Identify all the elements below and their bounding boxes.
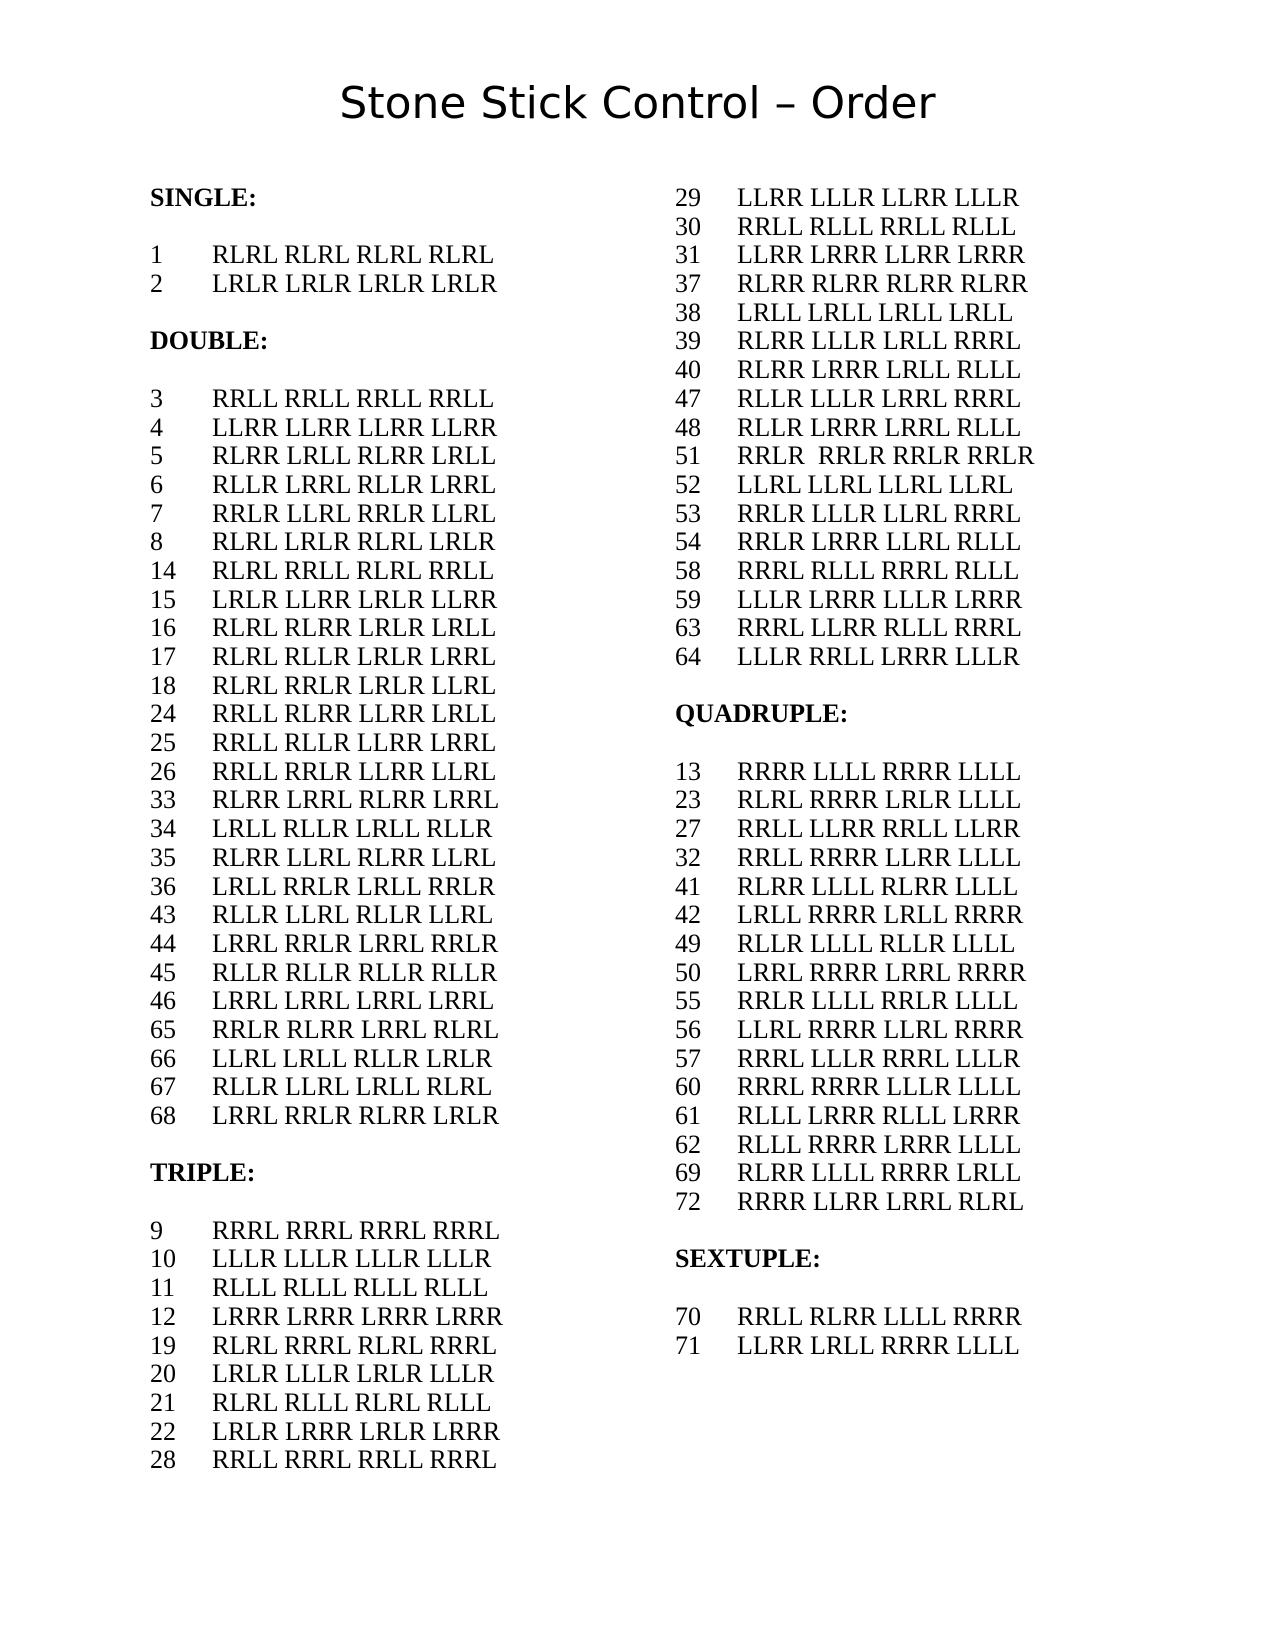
exercise-number: 33 xyxy=(150,785,176,815)
sticking-pattern: RRRL RRRL RRRL RRRL xyxy=(212,1215,501,1245)
sticking-pattern: RLRL RRLR LRLR LLRL xyxy=(212,670,497,700)
sticking-pattern: LLRR LLRR LLRR LLRR xyxy=(212,412,498,442)
sticking-row xyxy=(675,414,1155,443)
sticking-pattern: RLRL RRRR LRLR LLLL xyxy=(737,785,1022,815)
sticking-row xyxy=(150,586,630,615)
exercise-number: 17 xyxy=(150,642,176,671)
sticking-row xyxy=(675,385,1155,414)
sticking-pattern: RLLL RRRR LRRR LLLL xyxy=(737,1129,1022,1159)
sticking-row xyxy=(150,1073,630,1102)
sticking-row xyxy=(150,901,630,930)
sticking-row xyxy=(675,1159,1155,1188)
sticking-pattern: RLRL RLRL RLRL RLRL xyxy=(212,240,495,270)
sticking-row xyxy=(150,1332,630,1361)
sticking-row xyxy=(150,815,630,844)
sticking-pattern: RLLR LRRR LRRL RLLL xyxy=(737,412,1022,442)
exercise-number: 44 xyxy=(150,928,176,958)
sticking-pattern: LLRR LRRR LLRR LRRR xyxy=(737,240,1026,270)
exercise-number: 50 xyxy=(675,957,701,987)
sticking-pattern: LRLR LLRR LRLR LLRR xyxy=(212,584,498,614)
section-single xyxy=(150,184,630,299)
sticking-pattern: RRLL RLLL RRLL RLLL xyxy=(737,211,1017,241)
sticking-row xyxy=(150,500,630,529)
right-column xyxy=(675,184,1155,1360)
exercise-number: 68 xyxy=(150,1101,176,1130)
sticking-row xyxy=(150,959,630,988)
section-heading: SEXTUPLE: xyxy=(675,1244,821,1274)
exercise-number: 38 xyxy=(675,297,701,327)
sticking-pattern: RRRR LLRR LRRL RLRL xyxy=(737,1187,1025,1217)
sticking-row xyxy=(150,930,630,959)
sticking-row xyxy=(675,959,1155,988)
section-gap xyxy=(150,1131,630,1160)
sticking-pattern: RLLR LLLR LRRL RRRL xyxy=(737,383,1022,413)
exercise-number: 36 xyxy=(150,871,176,901)
sticking-pattern: RRLR LLRL RRLR LLRL xyxy=(212,498,497,528)
sticking-row xyxy=(675,873,1155,902)
exercise-number: 60 xyxy=(675,1072,701,1102)
exercise-number: 35 xyxy=(150,842,176,872)
sticking-row xyxy=(150,414,630,443)
exercise-number: 9 xyxy=(150,1215,163,1245)
exercise-number: 43 xyxy=(150,900,176,930)
sticking-pattern: RRLL RLRR LLLL RRRR xyxy=(737,1301,1022,1331)
sticking-row xyxy=(150,786,630,815)
sticking-pattern: RLRR LRRR LRLL RLLL xyxy=(737,355,1022,385)
sticking-pattern: LLLR RRLL LRRR LLLR xyxy=(737,642,1020,671)
sticking-pattern: RRLL RRLL RRLL RRLL xyxy=(212,383,495,413)
sticking-pattern: RLRL RLLR LRLR LRRL xyxy=(212,642,497,671)
sticking-pattern: LRLR LRRR LRLR LRRR xyxy=(212,1416,501,1446)
exercise-number: 20 xyxy=(150,1359,176,1389)
sticking-pattern: RLRR LRLL RLRR LRLL xyxy=(212,441,497,471)
exercise-number: 32 xyxy=(675,842,701,872)
sticking-pattern: RRRL RRRR LLLR LLLL xyxy=(737,1072,1022,1102)
sticking-pattern: RLRR LLLL RLRR LLLL xyxy=(737,871,1019,901)
sticking-pattern: RRRL LLLR RRRL LLLR xyxy=(737,1043,1021,1073)
sticking-pattern: RRLR LRRR LLRL RLLL xyxy=(737,527,1022,557)
exercise-number: 15 xyxy=(150,584,176,614)
sticking-row xyxy=(150,270,630,299)
exercise-number: 34 xyxy=(150,814,176,844)
exercise-number: 29 xyxy=(675,183,701,212)
exercise-number: 53 xyxy=(675,498,701,528)
sticking-row xyxy=(675,184,1155,213)
exercise-number: 13 xyxy=(675,756,701,786)
sticking-pattern: RRLR LLLR LLRL RRRL xyxy=(737,498,1022,528)
exercise-number: 5 xyxy=(150,441,163,471)
sticking-pattern: RRLL RRLR LLRR LLRL xyxy=(212,756,497,786)
sticking-pattern: LRRL RRLR RLRR LRLR xyxy=(212,1101,500,1130)
sticking-pattern: RRRL LLRR RLLL RRRL xyxy=(737,613,1022,643)
sticking-pattern: LRRL RRLR LRRL RRLR xyxy=(212,928,499,958)
sticking-row xyxy=(675,815,1155,844)
sticking-pattern: RLRL RRLL RLRL RRLL xyxy=(212,555,495,585)
sticking-pattern: RRRL RLLL RRRL RLLL xyxy=(737,555,1020,585)
sticking-row xyxy=(675,844,1155,873)
sticking-row xyxy=(675,327,1155,356)
sticking-pattern: RRLL RLLR LLRR LRRL xyxy=(212,728,497,758)
exercise-number: 18 xyxy=(150,670,176,700)
exercise-number: 16 xyxy=(150,613,176,643)
sticking-row xyxy=(150,1274,630,1303)
sticking-pattern: LRRR LRRR LRRR LRRR xyxy=(212,1301,504,1331)
exercise-number: 40 xyxy=(675,355,701,385)
exercise-number: 58 xyxy=(675,555,701,585)
sticking-pattern: RLRR RLRR RLRR RLRR xyxy=(737,269,1029,299)
exercise-number: 62 xyxy=(675,1129,701,1159)
sticking-row xyxy=(150,1303,630,1332)
section-heading: QUADRUPLE: xyxy=(675,699,849,729)
sticking-row xyxy=(150,471,630,500)
sticking-pattern: LRLL LRLL LRLL LRLL xyxy=(737,297,1014,327)
exercise-number: 1 xyxy=(150,240,163,270)
sticking-row xyxy=(150,1045,630,1074)
exercise-number: 28 xyxy=(150,1445,176,1475)
sticking-row xyxy=(150,442,630,471)
exercise-number: 70 xyxy=(675,1301,701,1331)
sticking-pattern: RLRR LLLR LRLL RRRL xyxy=(737,326,1022,356)
section-heading: SINGLE: xyxy=(150,183,257,212)
exercise-number: 54 xyxy=(675,527,701,557)
exercise-number: 67 xyxy=(150,1072,176,1102)
sticking-pattern: RLRL RLRR LRLR LRLL xyxy=(212,613,497,643)
sticking-pattern: RLLR LRRL RLLR LRRL xyxy=(212,469,497,499)
sticking-pattern: LRLL RLLR LRLL RLLR xyxy=(212,814,493,844)
sticking-pattern: LLRL RRRR LLRL RRRR xyxy=(737,1014,1024,1044)
section-continued xyxy=(675,184,1155,672)
sticking-pattern: RRLR LLLL RRLR LLLL xyxy=(737,986,1019,1016)
sticking-row xyxy=(675,241,1155,270)
exercise-number: 7 xyxy=(150,498,163,528)
section-double xyxy=(150,327,630,1130)
exercise-number: 14 xyxy=(150,555,176,585)
sticking-row xyxy=(675,500,1155,529)
sticking-row xyxy=(150,1217,630,1246)
sticking-pattern: RRLL LLRR RRLL LLRR xyxy=(737,814,1021,844)
sticking-row xyxy=(150,729,630,758)
sticking-row xyxy=(675,930,1155,959)
sticking-row xyxy=(150,700,630,729)
sticking-row xyxy=(675,758,1155,787)
sticking-row xyxy=(675,557,1155,586)
exercise-number: 11 xyxy=(150,1273,176,1303)
exercise-number: 66 xyxy=(150,1043,176,1073)
exercise-number: 52 xyxy=(675,469,701,499)
exercise-number: 4 xyxy=(150,412,163,442)
section-gap xyxy=(675,672,1155,701)
sticking-pattern: RRLL RRRL RRLL RRRL xyxy=(212,1445,498,1475)
sticking-row xyxy=(150,614,630,643)
sticking-pattern: RLRL RRRL RLRL RRRL xyxy=(212,1330,498,1360)
exercise-number: 22 xyxy=(150,1416,176,1446)
sticking-row xyxy=(150,1418,630,1447)
exercise-number: 24 xyxy=(150,699,176,729)
section-quadruple xyxy=(675,700,1155,1216)
sticking-row xyxy=(150,1245,630,1274)
sticking-pattern: LLRR LLLR LLRR LLLR xyxy=(737,183,1020,212)
exercise-number: 59 xyxy=(675,584,701,614)
exercise-number: 42 xyxy=(675,900,701,930)
exercise-number: 51 xyxy=(675,441,701,471)
exercise-number: 2 xyxy=(150,269,163,299)
exercise-number: 45 xyxy=(150,957,176,987)
exercise-number: 71 xyxy=(675,1330,701,1360)
page-title: Stone Stick Control – Order xyxy=(339,78,936,129)
exercise-number: 12 xyxy=(150,1301,176,1331)
sticking-row xyxy=(675,213,1155,242)
sticking-pattern: RLLL RLLL RLLL RLLL xyxy=(212,1273,489,1303)
sticking-row xyxy=(675,1131,1155,1160)
sticking-pattern: LRLR LRLR LRLR LRLR xyxy=(212,269,498,299)
sticking-row xyxy=(675,1016,1155,1045)
sticking-pattern: RRLR RRLR RRLR RRLR xyxy=(737,441,1035,471)
exercise-number: 10 xyxy=(150,1244,176,1274)
sticking-row xyxy=(150,1389,630,1418)
sticking-row xyxy=(150,1016,630,1045)
exercise-number: 48 xyxy=(675,412,701,442)
sticking-row xyxy=(675,356,1155,385)
section-sextuple xyxy=(675,1245,1155,1360)
sticking-pattern: RRRR LLLL RRRR LLLL xyxy=(737,756,1022,786)
sticking-pattern: RLLR LLRL RLLR LLRL xyxy=(212,900,494,930)
exercise-number: 65 xyxy=(150,1014,176,1044)
sticking-pattern: LRLR LLLR LRLR LLLR xyxy=(212,1359,495,1389)
sticking-pattern: RLLR RLLR RLLR RLLR xyxy=(212,957,498,987)
sticking-row xyxy=(675,586,1155,615)
sticking-pattern: RRLL RRRR LLRR LLLL xyxy=(737,842,1022,872)
sticking-row xyxy=(675,786,1155,815)
sticking-pattern: RRLL RLRR LLRR LRLL xyxy=(212,699,497,729)
sticking-row xyxy=(150,672,630,701)
sticking-row xyxy=(150,844,630,873)
sticking-row xyxy=(150,1446,630,1475)
sticking-pattern: RLRL RLLL RLRL RLLL xyxy=(212,1387,492,1417)
exercise-number: 27 xyxy=(675,814,701,844)
exercise-number: 39 xyxy=(675,326,701,356)
exercise-number: 63 xyxy=(675,613,701,643)
left-column xyxy=(150,184,630,1475)
sticking-pattern: RLRR LRRL RLRR LRRL xyxy=(212,785,500,815)
sticking-row xyxy=(675,901,1155,930)
sticking-pattern: LRRL LRRL LRRL LRRL xyxy=(212,986,495,1016)
sticking-pattern: LLLR LRRR LLLR LRRR xyxy=(737,584,1023,614)
section-heading: TRIPLE: xyxy=(150,1158,256,1188)
sticking-row xyxy=(150,385,630,414)
exercise-number: 30 xyxy=(675,211,701,241)
section-gap xyxy=(150,299,630,328)
sticking-row xyxy=(675,643,1155,672)
exercise-number: 57 xyxy=(675,1043,701,1073)
exercise-number: 49 xyxy=(675,928,701,958)
sticking-row xyxy=(675,987,1155,1016)
sticking-pattern: RLLL LRRR RLLL LRRR xyxy=(737,1101,1021,1130)
exercise-number: 19 xyxy=(150,1330,176,1360)
sticking-row xyxy=(150,241,630,270)
exercise-number: 6 xyxy=(150,469,163,499)
sticking-row xyxy=(150,643,630,672)
sticking-pattern: RLRL LRLR RLRL LRLR xyxy=(212,527,496,557)
exercise-number: 3 xyxy=(150,383,163,413)
sticking-pattern: LRLL RRLR LRLL RRLR xyxy=(212,871,496,901)
section-triple xyxy=(150,1159,630,1475)
sticking-pattern: RLLR LLRL LRLL RLRL xyxy=(212,1072,493,1102)
sticking-row xyxy=(675,471,1155,500)
exercise-number: 37 xyxy=(675,269,701,299)
sticking-row xyxy=(675,442,1155,471)
exercise-number: 41 xyxy=(675,871,701,901)
sticking-row xyxy=(150,1360,630,1389)
sticking-row xyxy=(675,1073,1155,1102)
sticking-pattern: LRRL RRRR LRRL RRRR xyxy=(737,957,1027,987)
sticking-row xyxy=(150,987,630,1016)
exercise-number: 56 xyxy=(675,1014,701,1044)
sticking-pattern: LLRR LRLL RRRR LLLL xyxy=(737,1330,1020,1360)
sticking-row xyxy=(675,528,1155,557)
sticking-row xyxy=(675,1188,1155,1217)
sticking-row xyxy=(675,614,1155,643)
sticking-pattern: LLRL LLRL LLRL LLRL xyxy=(737,469,1014,499)
exercise-number: 25 xyxy=(150,728,176,758)
sticking-pattern: LRLL RRRR LRLL RRRR xyxy=(737,900,1024,930)
sticking-pattern: RRLR RLRR LRRL RLRL xyxy=(212,1014,500,1044)
sticking-row xyxy=(150,758,630,787)
sticking-row xyxy=(675,1045,1155,1074)
sticking-pattern: LLLR LLLR LLLR LLLR xyxy=(212,1244,492,1274)
exercise-number: 26 xyxy=(150,756,176,786)
sticking-row xyxy=(675,1332,1155,1361)
sticking-row xyxy=(675,299,1155,328)
exercise-number: 8 xyxy=(150,527,163,557)
sticking-pattern: RLLR LLLL RLLR LLLL xyxy=(737,928,1016,958)
sticking-row xyxy=(150,1102,630,1131)
exercise-number: 23 xyxy=(675,785,701,815)
sticking-pattern: LLRL LRLL RLLR LRLR xyxy=(212,1043,493,1073)
exercise-number: 31 xyxy=(675,240,701,270)
exercise-number: 21 xyxy=(150,1387,176,1417)
exercise-number: 46 xyxy=(150,986,176,1016)
sticking-row xyxy=(675,1303,1155,1332)
exercise-number: 55 xyxy=(675,986,701,1016)
sticking-row xyxy=(150,528,630,557)
exercise-number: 47 xyxy=(675,383,701,413)
exercise-number: 64 xyxy=(675,642,701,671)
sticking-pattern: RLRR LLRL RLRR LLRL xyxy=(212,842,497,872)
sticking-row xyxy=(675,1102,1155,1131)
sticking-row xyxy=(150,557,630,586)
sticking-pattern: RLRR LLLL RRRR LRLL xyxy=(737,1158,1022,1188)
section-heading: DOUBLE: xyxy=(150,326,269,356)
exercise-number: 72 xyxy=(675,1187,701,1217)
sticking-row xyxy=(675,270,1155,299)
exercise-number: 69 xyxy=(675,1158,701,1188)
sticking-row xyxy=(150,873,630,902)
section-gap xyxy=(675,1217,1155,1246)
exercise-number: 61 xyxy=(675,1101,701,1130)
